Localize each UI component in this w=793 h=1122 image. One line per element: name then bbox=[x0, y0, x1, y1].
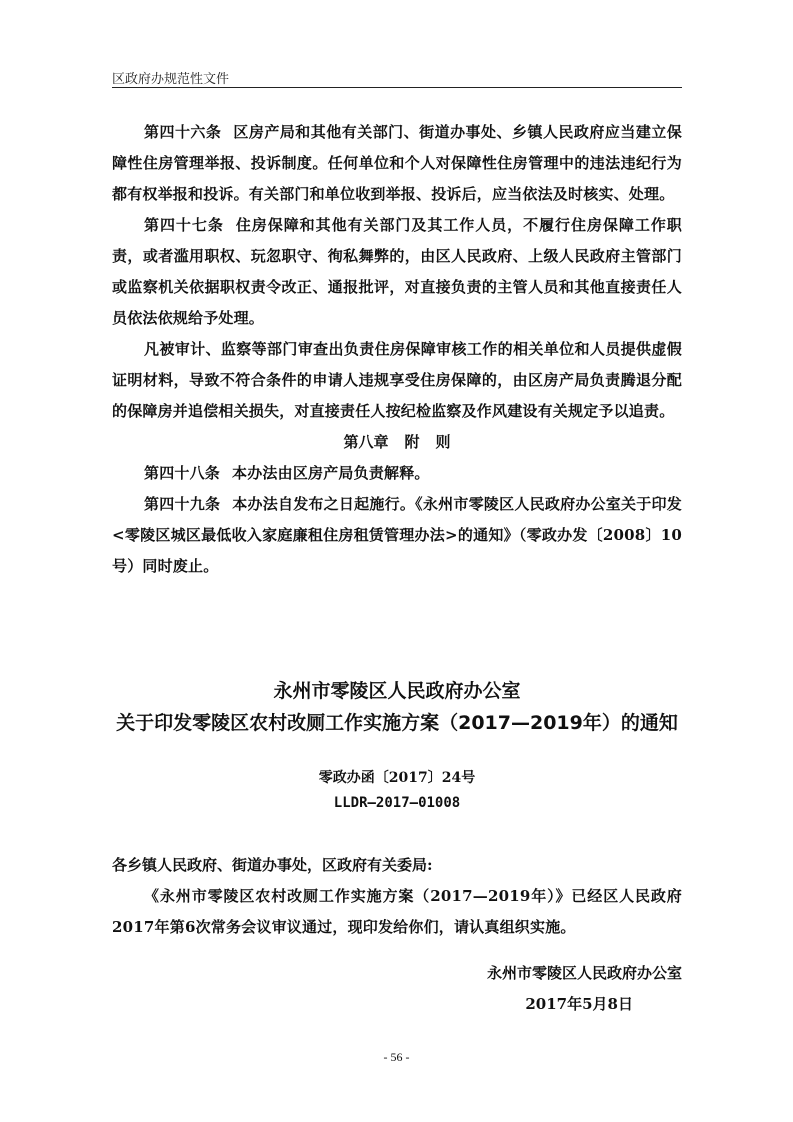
chapter-word-2: 则 bbox=[435, 433, 451, 451]
signature: 永州市零陵区人民政府办公室 bbox=[486, 964, 682, 982]
notice-title-line-1: 永州市零陵区人民政府办公室 bbox=[273, 680, 521, 702]
article-48 bbox=[112, 458, 682, 489]
notice-paragraph: 《永州市零陵区农村改厕工作实施方案（2017—2019年）》已经区人民政府2017年第6次常务会议审议通过，现印发给你们，请认真组织实施。 bbox=[112, 887, 682, 936]
addressee: 各乡镇人民政府、街道办事处，区政府有关委局: bbox=[112, 856, 433, 874]
header-divider bbox=[112, 87, 682, 88]
document-number: 零政办函〔2017〕24号 bbox=[318, 770, 476, 786]
article-text: 本办法自发布之日起施行。《永州市零陵区人民政府办公室关于印发<零陵区城区最低收入家庭廉租住房租赁管理办法>的通知》（零政办发〔2008〕10号）同时废止。 bbox=[112, 495, 682, 575]
chapter-word-1: 附 bbox=[404, 433, 420, 451]
article-number: 第四十九条 bbox=[144, 495, 221, 513]
chapter-number: 第八章 bbox=[343, 433, 389, 451]
article-text: 住房保障和其他有关部门及其工作人员，不履行住房保障工作职责，或者滥用职权、玩忽职守、徇私舞弊的，由区人民政府、上级人民政府主管部门或监察机关依据职权责令改正、通报批评，对直接负责的主管人员和其他直接责任人员依法依规给予处理。 bbox=[112, 216, 682, 327]
article-number: 第四十七条 bbox=[144, 216, 224, 234]
registration-number: LLDR—2017—01008 bbox=[333, 795, 461, 811]
document-body bbox=[112, 117, 682, 582]
signature-date: 2017年5月8日 bbox=[525, 995, 633, 1013]
article-number: 第四十八条 bbox=[144, 464, 221, 482]
article-46 bbox=[112, 117, 682, 210]
article-text: 本办法由区房产局负责解释。 bbox=[232, 464, 430, 482]
chapter-heading bbox=[112, 427, 682, 458]
article-47 bbox=[112, 210, 682, 334]
notice-title-line-2: 关于印发零陵区农村改厕工作实施方案（2017—2019年）的通知 bbox=[116, 712, 678, 734]
article-number: 第四十六条 bbox=[144, 123, 222, 141]
page-number: - 56 - bbox=[383, 1050, 410, 1064]
article-text: 区房产局和其他有关部门、街道办事处、乡镇人民政府应当建立保障性住房管理举报、投诉制度。任何单位和个人对保障性住房管理中的违法违纪行为都有权举报和投诉。有关部门和单位收到举报、投诉后，应当依法及时核实、处理。 bbox=[112, 123, 682, 203]
article-47-paragraph: 凡被审计、监察等部门审查出负责住房保障审核工作的相关单位和人员提供虚假证明材料，导致不符合条件的申请人违规享受住房保障的，由区房产局负责腾退分配的保障房并追偿相关损失，对直接责任人按纪检监察及作风建设有关规定予以追责。 bbox=[112, 340, 682, 420]
article-49 bbox=[112, 489, 682, 582]
notice-body bbox=[112, 850, 682, 943]
page-header: 区政府办规范性文件 bbox=[112, 72, 230, 87]
